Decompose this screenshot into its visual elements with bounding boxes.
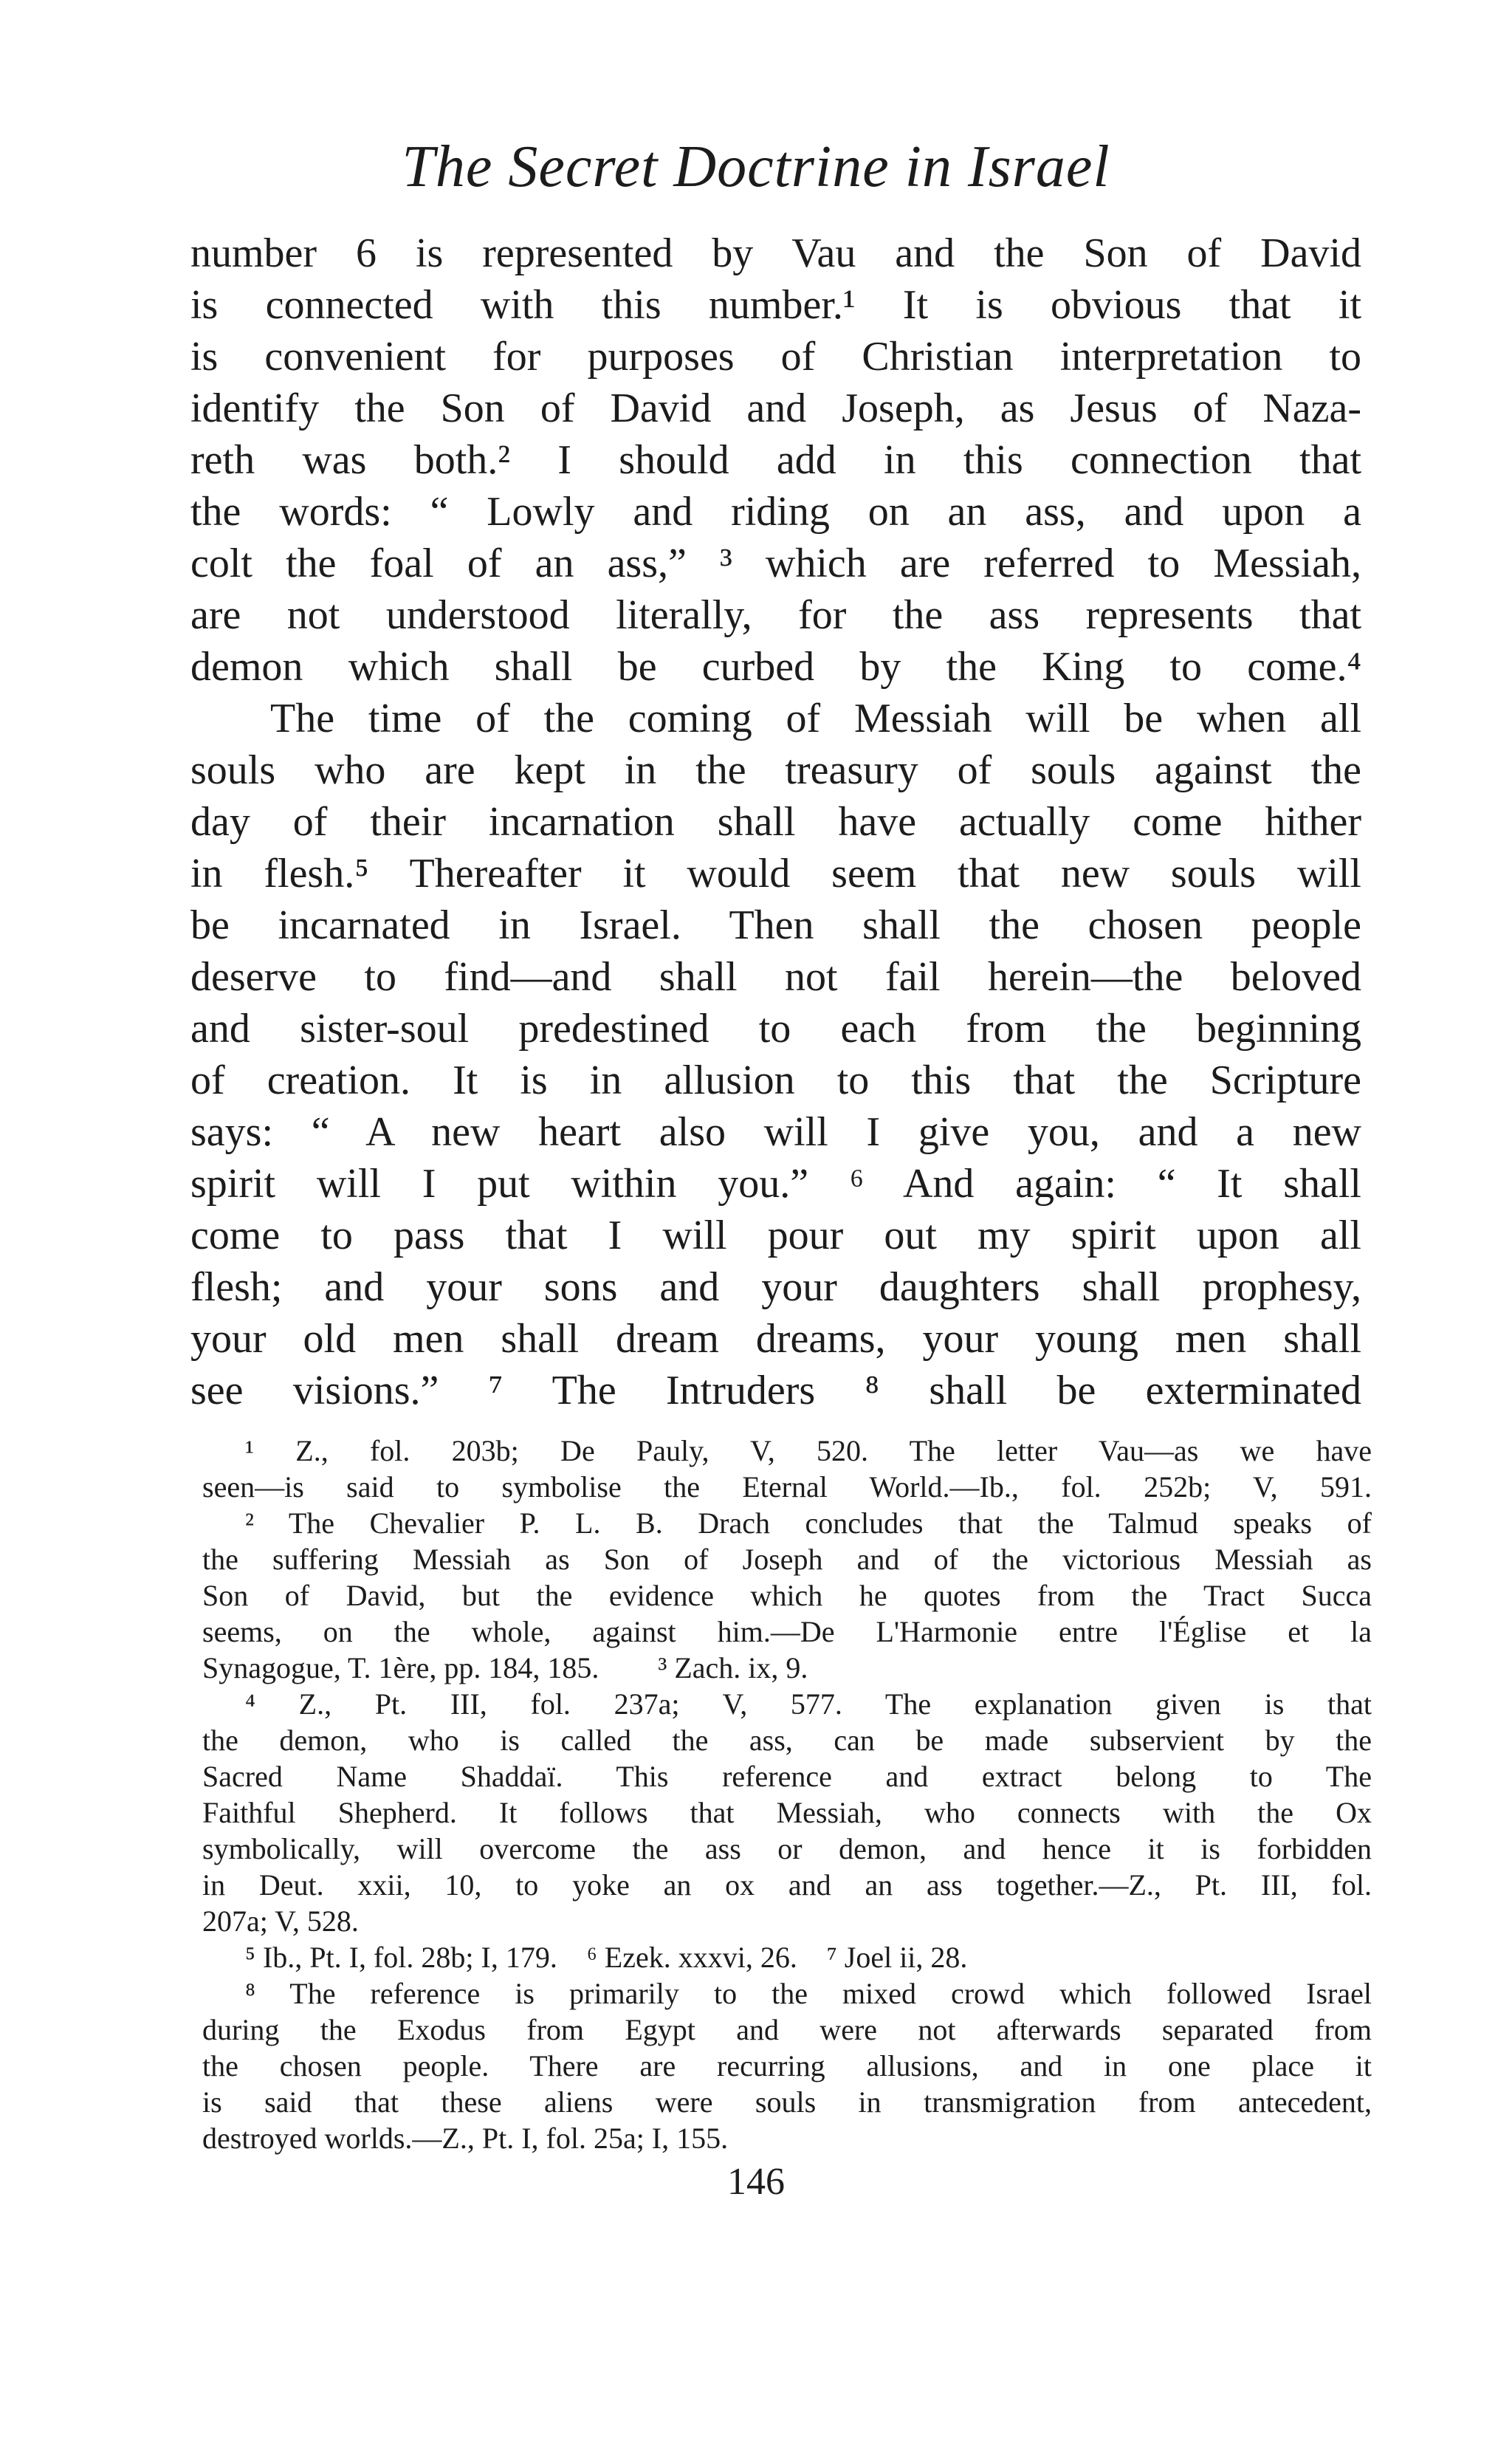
footnote-line: 207a; V, 528.: [202, 1904, 359, 1938]
footnote-line: ⁴ Z., Pt. III, fol. 237a; V, 577. The explanation given is that: [245, 1687, 1372, 1721]
body-line: number 6 is represented by Vau and the Son of David: [190, 230, 1361, 276]
footnote-line: symbolically, will overcome the ass or demon, and hence it is forbidden: [202, 1832, 1372, 1865]
body-line: be incarnated in Israel. Then shall the chosen people: [190, 902, 1361, 948]
body-line: reth was both.² I should add in this connection that: [190, 437, 1361, 483]
body-line: are not understood literally, for the ass represents that: [190, 592, 1361, 638]
body-line: your old men shall dream dreams, your young men shall: [190, 1316, 1361, 1362]
footnote-line: ¹ Z., fol. 203b; De Pauly, V, 520. The letter Vau—as we have: [245, 1434, 1372, 1467]
body-line: and sister-soul predestined to each from the beginning: [190, 1006, 1361, 1052]
body-line: is convenient for purposes of Christian interpretation to: [190, 334, 1361, 380]
footnote-line: ⁵ Ib., Pt. I, fol. 28b; I, 179. ⁶ Ezek. xxxvi, 26. ⁷ Joel ii, 28.: [245, 1941, 968, 1974]
footnote-line: is said that these aliens were souls in transmigration from antecedent,: [202, 2085, 1372, 2119]
body-line: see visions.” ⁷ The Intruders ⁸ shall be exterminated: [190, 1368, 1361, 1413]
footnote-line: ⁸ The reference is primarily to the mixed crowd which followed Israel: [245, 1977, 1372, 2010]
body-line: day of their incarnation shall have actually come hither: [190, 799, 1361, 845]
body-line: come to pass that I will pour out my spirit upon all: [190, 1213, 1361, 1258]
body-line: demon which shall be curbed by the King to come.⁴: [190, 644, 1361, 690]
footnote-line: during the Exodus from Egypt and were not afterwards separated from: [202, 2013, 1372, 2046]
body-line: deserve to find—and shall not fail herein—the beloved: [190, 954, 1361, 1000]
footnote-line: the demon, who is called the ass, can be made subservient by the: [202, 1724, 1372, 1757]
footnote-line: Son of David, but the evidence which he quotes from the Tract Succa: [202, 1579, 1372, 1612]
footnote-line: Sacred Name Shaddaï. This reference and extract belong to The: [202, 1760, 1372, 1793]
body-text: [190, 227, 1361, 1416]
footnote-line: seems, on the whole, against him.—De L'Harmonie entre l'Église et la: [202, 1615, 1372, 1648]
footnotes: [202, 1433, 1372, 2156]
body-line: The time of the coming of Messiah will be when all: [270, 696, 1361, 741]
body-line: colt the foal of an ass,” ³ which are referred to Messiah,: [190, 541, 1361, 586]
body-line: of creation. It is in allusion to this that the Scripture: [190, 1057, 1361, 1103]
footnote-line: Faithful Shepherd. It follows that Messiah, who connects with the Ox: [202, 1796, 1372, 1829]
body-line: says: “ A new heart also will I give you, and a new: [190, 1109, 1361, 1155]
footnote-line: the chosen people. There are recurring allusions, and in one place it: [202, 2049, 1372, 2082]
body-line: the words: “ Lowly and riding on an ass, and upon a: [190, 489, 1361, 535]
body-line: in flesh.⁵ Thereafter it would seem that new souls will: [190, 851, 1361, 896]
body-line: identify the Son of David and Joseph, as Jesus of Naza-: [190, 385, 1361, 431]
footnote-line: Synagogue, T. 1ère, pp. 184, 185. ³ Zach. ix, 9.: [202, 1651, 808, 1684]
footnote-line: seen—is said to symbolise the Eternal World.—Ib., fol. 252b; V, 591.: [202, 1470, 1372, 1504]
running-title: The Secret Doctrine in Israel: [402, 134, 1110, 199]
page-number: 146: [727, 2161, 785, 2203]
footnote-line: ² The Chevalier P. L. B. Drach concludes that the Talmud speaks of: [245, 1506, 1372, 1540]
body-line: flesh; and your sons and your daughters shall prophesy,: [190, 1264, 1361, 1310]
footnote-line: in Deut. xxii, 10, to yoke an ox and an ass together.—Z., Pt. III, fol.: [202, 1868, 1372, 1902]
footnote-line: destroyed worlds.—Z., Pt. I, fol. 25a; I, 155.: [202, 2122, 729, 2155]
body-line: souls who are kept in the treasury of souls against the: [190, 747, 1361, 793]
footnote-line: the suffering Messiah as Son of Joseph and of the victorious Messiah as: [202, 1543, 1372, 1576]
body-line: is connected with this number.¹ It is obvious that it: [190, 282, 1361, 328]
body-line: spirit will I put within you.” ⁶ And again: “ It shall: [190, 1161, 1361, 1207]
